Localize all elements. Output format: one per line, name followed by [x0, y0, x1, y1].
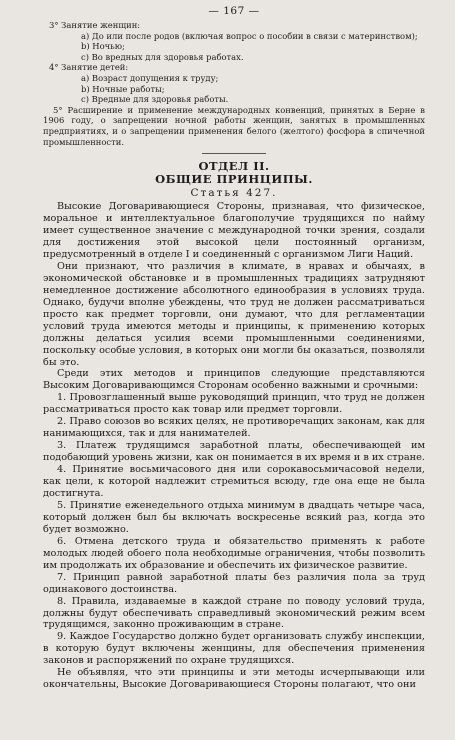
article-heading: Статья 427. [190, 187, 278, 200]
list-item: b) Ночные работы; [81, 83, 165, 94]
paragraph: 3. Платеж трудящимся заработной платы, обеспечивающей им подобающий уровень жизни, как он понимается в их время и в их стране. [43, 440, 425, 464]
paragraph: 4. Принятие восьмичасового дня или сорокавосьмичасовой недели, как цели, к которой надлежит стремиться всюду, где она еще не была достигнута. [43, 464, 425, 499]
divider [202, 153, 266, 154]
list-item: b) Ночью; [81, 41, 125, 52]
paragraph: Высокие Договаривающиеся Стороны, признавая, что физическое, моральное и интеллектуальное благополучие трудящихся по найму имеет существенное значение с международной точки зрения, создали для достижения этой высокой цели постоянный организм, предусмотренный в отделе I и соединенный с организмом Лиги Наций. [43, 201, 425, 260]
list-item: a) До или после родов (включая вопрос о пособии в связи с материнством); [81, 30, 418, 41]
list-item-5: 5° Расширение и применение международных конвенций, принятых в Берне в 1906 году, о запрещении ночной работы женщин, занятых в промышленных предприятиях, и о запрещении применения белого (желтого) фосфора в спичечной промышленности. [43, 104, 425, 147]
paragraph: Они признают, что различия в климате, в нравах и обычаях, в экономической обстановке и в промышленных традициях затрудняют немедленное достижение абсолютного единообразия в условиях труда. Однако, будучи вполне убеждены, что труд не должен рассматриваться просто как предмет торговли, они думают, что для регламентации условий труда имеются методы и принципы, к применению которых должны делаться усилия всеми промышленными соединениями, поскольку особые условия, в которых они могли бы оказаться, позволяли бы это. [43, 260, 425, 368]
list-heading-women: 3° Занятие женщин: [49, 20, 141, 30]
article-body [43, 201, 425, 691]
list-item: a) Возраст допущения к труду; [81, 72, 219, 83]
paragraph: 9. Каждое Государство должно будет организовать службу инспекции, в которую будут включены женщины, для обеспечения применения законов и распоряжений по охране трудящихся. [43, 631, 425, 667]
list-item: c) Во вредных для здоровья работах. [81, 51, 244, 62]
list-heading-children: 4° Занятие детей: [49, 62, 129, 73]
paragraph: 8. Правила, издаваемые в каждой стране по поводу условий труда, должны будут обеспечивать справедливый экономический режим всем трудящимся, законно проживающим в стране. [43, 595, 425, 631]
paragraph: Среди этих методов и принципов следующие представляются Высоким Договаривающимся Сторонам особенно важными и срочными: [43, 368, 425, 392]
section-subtitle: ОБЩИЕ ПРИНЦИПЫ. [155, 172, 313, 187]
paragraph: 1. Провозглашенный выше руководящий принцип, что труд не должен рассматриваться просто как товар или предмет торговли. [43, 392, 425, 416]
paragraph: 2. Право союзов во всяких целях, не противоречащих законам, как для нанимающихся, так и для нанимателей. [43, 416, 425, 440]
paragraph: Не объявляя, что эти принципы и эти методы исчерпывающи или окончательны, Высокие Договаривающиеся Стороны полагают, что они [43, 667, 425, 691]
paragraph: 7. Принцип равной заработной платы без различия пола за труд одинакового достоинства. [43, 571, 425, 595]
section-title: ОТДЕЛ II. [198, 159, 270, 174]
paragraph: 6. Отмена детского труда и обязательство применять к работе молодых людей обоего пола необходимые ограничения, чтобы позволить им продолжать их образование и обеспечить их физическое развитие. [43, 535, 425, 571]
numbered-list-top [43, 20, 425, 147]
list-item: c) Вредные для здоровья работы. [81, 94, 229, 105]
page-number: — 167 — [208, 5, 260, 17]
paragraph: 5. Принятие еженедельного отдыха минимум в двадцать четыре часа, который должен был бы включать воскресенье всякий раз, когда это будет возможно. [43, 499, 425, 535]
